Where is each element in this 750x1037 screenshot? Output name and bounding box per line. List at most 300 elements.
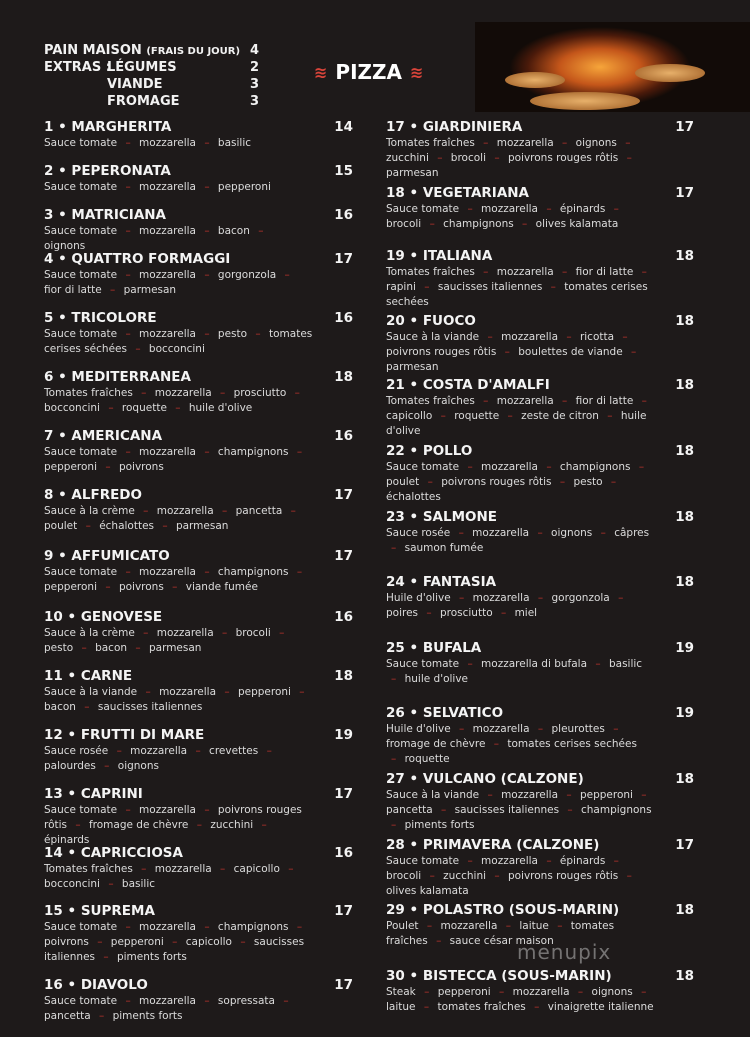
separator: –	[459, 723, 465, 735]
ingredient: piments forts	[116, 951, 187, 963]
ingredient: mozzarella	[130, 745, 188, 757]
flame-icon: ≋	[410, 62, 424, 82]
ingredient: bacon	[217, 225, 250, 237]
ingredient: poivrons rouges rôtis	[441, 476, 552, 488]
separator: –	[424, 986, 430, 998]
ingredient: Huile d'olive	[386, 723, 451, 735]
separator: –	[75, 819, 81, 831]
ingredient: oignons	[44, 240, 86, 252]
ingredient: Tomates fraîches	[386, 266, 475, 278]
menu-item-name: 25 • BUFALA	[386, 640, 482, 656]
separator: –	[441, 804, 447, 816]
separator: –	[595, 658, 601, 670]
ingredient: tomates cerises sechées	[507, 738, 637, 750]
separator: –	[459, 592, 465, 604]
menu-item-name: 22 • POLLO	[386, 443, 473, 459]
ingredient: huile d'olive	[188, 402, 253, 414]
separator: –	[566, 789, 572, 801]
menu-item-price: 18	[334, 369, 353, 385]
ingredient: mozzarella	[501, 331, 559, 343]
separator: –	[618, 592, 624, 604]
menu-item-ingredients	[386, 722, 694, 767]
ingredient: zucchini	[386, 152, 429, 164]
section-title	[314, 60, 423, 84]
separator: –	[172, 581, 178, 593]
menu-item-ingredients	[44, 803, 353, 848]
ingredient: Huile d'olive	[386, 592, 451, 604]
separator: –	[522, 218, 528, 230]
separator: –	[81, 642, 87, 654]
separator: –	[537, 527, 543, 539]
separator: –	[84, 701, 90, 713]
menu-item-price: 18	[675, 968, 694, 984]
separator: –	[204, 225, 210, 237]
ingredient: brocoli	[235, 627, 271, 639]
separator: –	[222, 627, 228, 639]
ingredient: bocconcini	[44, 878, 100, 890]
ingredient: saucisses italiennes	[97, 701, 203, 713]
ingredient: pesto	[44, 642, 74, 654]
ingredient: parmesan	[386, 361, 439, 373]
ingredient: saucisses italiennes	[44, 936, 305, 963]
separator: –	[613, 723, 619, 735]
menu-item-name: 15 • SUPREMA	[44, 903, 155, 919]
ingredient: mozzarella	[472, 723, 530, 735]
separator: –	[546, 461, 552, 473]
menu-item-price: 18	[675, 771, 694, 787]
menu-item-price: 18	[675, 313, 694, 329]
ingredient: pepperoni	[110, 936, 164, 948]
extra-label: LÉGUMES	[107, 60, 177, 75]
separator: –	[125, 181, 131, 193]
ingredient: poivrons rouges rôtis	[44, 804, 302, 831]
separator: –	[600, 527, 606, 539]
menu-item	[386, 248, 694, 310]
ingredient: mozzarella	[154, 387, 212, 399]
separator: –	[283, 995, 289, 1007]
ingredient: miel	[514, 607, 538, 619]
separator: –	[204, 137, 210, 149]
menu-item-header	[44, 609, 353, 626]
pizza-shape	[505, 72, 565, 88]
separator: –	[145, 686, 151, 698]
menu-item	[386, 705, 694, 767]
ingredient: fior di latte	[575, 395, 634, 407]
ingredient: zucchini	[443, 870, 487, 882]
separator: –	[559, 476, 566, 488]
menu-item-ingredients	[386, 202, 694, 232]
separator: –	[204, 446, 210, 458]
menu-item	[44, 977, 353, 1024]
ingredient: Sauce à la viande	[44, 686, 138, 698]
menu-item-name: 4 • QUATTRO FORMAGGI	[44, 251, 231, 267]
ingredient: capicollo	[386, 410, 433, 422]
menu-item-ingredients	[44, 268, 353, 298]
separator: –	[440, 410, 446, 422]
menu-item-header	[386, 185, 694, 202]
ingredient: poivrons	[118, 581, 164, 593]
menu-item-ingredients	[44, 504, 353, 534]
menu-item-price: 14	[334, 119, 353, 135]
menu-item-price: 17	[334, 251, 353, 267]
ingredient: mozzarella	[156, 505, 214, 517]
menu-item-ingredients	[44, 180, 353, 195]
separator: –	[562, 266, 568, 278]
menu-item-header	[44, 428, 353, 445]
separator: –	[143, 627, 149, 639]
menu-item-price: 15	[334, 163, 353, 179]
ingredient: parmesan	[148, 642, 202, 654]
menu-item-header	[44, 119, 353, 136]
ingredient: mozzarella	[139, 566, 196, 578]
ingredient: mozzarella	[440, 920, 498, 932]
menu-item-ingredients	[44, 744, 353, 774]
separator: –	[105, 461, 111, 473]
ingredient: mozzarella di bufala	[481, 658, 588, 670]
extra-row	[44, 76, 259, 93]
menu-item-price: 18	[675, 509, 694, 525]
menu-item-header	[386, 248, 694, 265]
menu-item	[44, 369, 353, 416]
menu-item-name: 10 • GENOVESE	[44, 609, 163, 625]
ingredient: brocoli	[386, 870, 422, 882]
separator: –	[204, 995, 210, 1007]
ingredient: mozzarella	[481, 461, 538, 473]
ingredient: Sauce rosée	[44, 745, 109, 757]
separator: –	[255, 328, 261, 340]
menu-item-price: 16	[334, 428, 353, 444]
ingredient: piments forts	[404, 819, 475, 831]
menu-item-ingredients	[386, 265, 694, 310]
ingredient: pancetta	[44, 1010, 91, 1022]
menu-item-ingredients	[44, 224, 353, 254]
ingredient: champignons	[443, 218, 514, 230]
separator: –	[577, 986, 584, 998]
ingredient: parmesan	[175, 520, 229, 532]
ingredient: piments forts	[112, 1010, 183, 1022]
menu-item-name: 21 • COSTA D'AMALFI	[386, 377, 550, 393]
extra-price: 3	[249, 77, 259, 92]
menu-item-price: 17	[675, 185, 694, 201]
separator: –	[613, 203, 619, 215]
ingredient: mozzarella	[496, 137, 554, 149]
menu-item-header	[44, 207, 353, 224]
separator: –	[290, 505, 296, 517]
menu-item-name: 29 • POLASTRO (SOUS-MARIN)	[386, 902, 620, 918]
ingredient: épinards	[559, 203, 606, 215]
ingredient: saumon fumée	[404, 542, 484, 554]
menu-item	[386, 377, 694, 439]
menu-item-ingredients	[44, 626, 353, 656]
menu-item-ingredients	[386, 136, 694, 181]
menu-item-header	[386, 771, 694, 788]
separator: –	[437, 152, 443, 164]
separator: –	[467, 658, 473, 670]
ingredient: roquette	[404, 753, 450, 765]
ingredient: poivrons	[44, 936, 89, 948]
separator: –	[108, 402, 114, 414]
extra-label: FROMAGE	[107, 94, 180, 109]
separator: –	[143, 505, 149, 517]
ingredient: gorgonzola	[217, 269, 277, 281]
separator: –	[487, 331, 493, 343]
separator: –	[499, 986, 505, 998]
ingredient: poivrons rouges rôtis	[507, 152, 619, 164]
ingredient: bocconcini	[44, 402, 100, 414]
ingredient: mozzarella	[496, 395, 554, 407]
separator: –	[141, 863, 147, 875]
menu-item-price: 18	[675, 377, 694, 393]
separator: –	[135, 642, 141, 654]
ingredient: poires	[386, 607, 419, 619]
separator: –	[125, 137, 131, 149]
extras-label: EXTRAS :	[44, 60, 111, 75]
separator: –	[534, 1001, 540, 1013]
menu-item-header	[44, 487, 353, 504]
menu-item-name: 9 • AFFUMICATO	[44, 548, 170, 564]
ingredient: bocconcini	[148, 343, 205, 355]
menu-item-name: 14 • CAPRICCIOSA	[44, 845, 183, 861]
separator: –	[222, 505, 228, 517]
menu-item-price: 17	[675, 119, 694, 135]
ingredient: Sauce tomate	[44, 566, 118, 578]
separator: –	[505, 920, 511, 932]
menu-item-price: 17	[334, 786, 353, 802]
menu-item-ingredients	[44, 386, 353, 416]
ingredient: fromage de chèvre	[88, 819, 189, 831]
separator: –	[613, 855, 619, 867]
separator: –	[391, 673, 397, 685]
ingredient: Sauce à la viande	[386, 331, 480, 343]
ingredient: fior di latte	[575, 266, 634, 278]
separator: –	[494, 152, 500, 164]
menu-item-price: 16	[334, 845, 353, 861]
ingredient: bacon	[44, 701, 76, 713]
ingredient: pepperoni	[217, 181, 271, 193]
ingredient: Sauce tomate	[386, 203, 460, 215]
separator: –	[220, 863, 226, 875]
ingredient: mozzarella	[472, 592, 530, 604]
menu-item-ingredients	[44, 565, 353, 595]
menu-item-ingredients	[386, 854, 694, 899]
separator: –	[240, 936, 246, 948]
separator: –	[125, 566, 131, 578]
ingredient: oignons	[551, 527, 593, 539]
menu-item-name: 3 • MATRICIANA	[44, 207, 167, 223]
separator: –	[175, 402, 181, 414]
ingredient: sopressata	[217, 995, 275, 1007]
ingredient: oignons	[575, 137, 617, 149]
ingredient: pleurottes	[551, 723, 605, 735]
separator: –	[626, 152, 632, 164]
ingredient: rapini	[386, 281, 416, 293]
ingredient: câpres	[614, 527, 650, 539]
separator: –	[426, 607, 432, 619]
extra-price: 3	[249, 94, 259, 109]
separator: –	[626, 870, 632, 882]
menu-item-name: 5 • TRICOLORE	[44, 310, 157, 326]
separator: –	[493, 738, 500, 750]
menu-item-header	[386, 443, 694, 460]
ingredient: roquette	[121, 402, 167, 414]
ingredient: mozzarella	[512, 986, 570, 998]
separator: –	[294, 387, 300, 399]
separator: –	[85, 520, 91, 532]
separator: –	[641, 986, 647, 998]
ingredient: mozzarella	[481, 203, 538, 215]
separator: –	[467, 461, 473, 473]
ingredient: Poulet	[386, 920, 419, 932]
menu-item	[44, 903, 353, 965]
ingredient: pesto	[573, 476, 603, 488]
menu-item-header	[44, 668, 353, 685]
ingredient: mozzarella	[139, 804, 196, 816]
menu-item-header	[386, 574, 694, 591]
menu-item-price: 17	[334, 903, 353, 919]
ingredient: Sauce tomate	[44, 328, 118, 340]
menu-item-ingredients	[386, 985, 694, 1015]
separator: –	[562, 395, 568, 407]
separator: –	[266, 745, 272, 757]
ingredient: Sauce tomate	[44, 269, 118, 281]
separator: –	[108, 878, 114, 890]
menu-item	[44, 548, 353, 595]
ingredient: pancetta	[386, 804, 433, 816]
ingredient: vinaigrette italienne	[547, 1001, 654, 1013]
separator: –	[507, 410, 513, 422]
menu-item	[386, 185, 694, 232]
separator: –	[483, 266, 489, 278]
ingredient: palourdes	[44, 760, 96, 772]
ingredient: ricotta	[579, 331, 615, 343]
ingredient: basilic	[121, 878, 156, 890]
ingredient: Steak	[386, 986, 416, 998]
ingredient: Sauce tomate	[44, 181, 118, 193]
ingredient: Sauce tomate	[44, 137, 118, 149]
ingredient: pepperoni	[44, 581, 97, 593]
separator: –	[562, 137, 568, 149]
menu-item-price: 17	[334, 548, 353, 564]
menu-item-ingredients	[44, 685, 353, 715]
ingredient: fior di latte	[44, 284, 102, 296]
ingredient: poulet	[386, 476, 420, 488]
ingredient: mozzarella	[481, 855, 538, 867]
separator: –	[135, 343, 141, 355]
menu-item-name: 17 • GIARDINIERA	[386, 119, 523, 135]
menu-item-name: 28 • PRIMAVERA (CALZONE)	[386, 837, 600, 853]
menu-item-price: 18	[675, 248, 694, 264]
ingredient: mozzarella	[156, 627, 214, 639]
ingredient: pepperoni	[437, 986, 491, 998]
menu-item-name: 13 • CAPRINI	[44, 786, 143, 802]
menu-item-price: 19	[675, 705, 694, 721]
ingredient: saucisses italiennes	[437, 281, 543, 293]
ingredient: mozzarella	[501, 789, 559, 801]
watermark: menupix	[517, 940, 612, 964]
separator: –	[204, 269, 210, 281]
ingredient: poulet	[44, 520, 78, 532]
menu-item	[44, 163, 353, 195]
separator: –	[195, 745, 201, 757]
ingredient: tomates fraîches	[437, 1001, 526, 1013]
menu-item-name: 30 • BISTECCA (SOUS-MARIN)	[386, 968, 612, 984]
ingredient: mozzarella	[139, 921, 196, 933]
menu-item-ingredients	[386, 657, 694, 687]
ingredient: épinards	[559, 855, 606, 867]
menu-item-price: 18	[334, 668, 353, 684]
menu-item-name: 23 • SALMONE	[386, 509, 498, 525]
separator: –	[296, 566, 303, 578]
menu-item	[44, 119, 353, 151]
ingredient: Sauce tomate	[44, 995, 118, 1007]
menu-item-header	[44, 251, 353, 268]
menu-item-header	[386, 705, 694, 722]
separator: –	[566, 331, 572, 343]
separator: –	[261, 819, 267, 831]
menu-item-ingredients	[44, 862, 353, 892]
separator: –	[546, 203, 552, 215]
ingredient: prosciutto	[439, 607, 493, 619]
ingredient: Sauce tomate	[386, 658, 460, 670]
ingredient: pepperoni	[579, 789, 633, 801]
ingredient: brocoli	[386, 218, 422, 230]
separator: –	[607, 410, 613, 422]
menu-item-header	[44, 786, 353, 803]
separator: –	[467, 203, 473, 215]
ingredient: champignons	[217, 446, 289, 458]
ingredient: pancetta	[235, 505, 283, 517]
ingredient: tomates cerises sechées	[386, 281, 648, 308]
menu-item-header	[386, 509, 694, 526]
separator: –	[204, 921, 210, 933]
menu-item-ingredients	[386, 330, 694, 375]
ingredient: pepperoni	[44, 461, 97, 473]
menu-item-name: 24 • FANTASIA	[386, 574, 497, 590]
ingredient: gorgonzola	[551, 592, 610, 604]
menu-item-price: 16	[334, 609, 353, 625]
separator: –	[116, 745, 122, 757]
separator: –	[391, 542, 397, 554]
ingredient: mozzarella	[139, 225, 196, 237]
menu-item	[386, 837, 694, 899]
ingredient: brocoli	[450, 152, 487, 164]
menu-item-price: 18	[675, 902, 694, 918]
ingredient: laitue	[386, 1001, 416, 1013]
separator: –	[288, 863, 294, 875]
extra-row	[44, 59, 259, 76]
bread-note: (FRAIS DU JOUR)	[146, 46, 241, 57]
separator: –	[296, 921, 303, 933]
menu-item	[44, 428, 353, 475]
ingredient: zeste de citron	[521, 410, 599, 422]
ingredient: parmesan	[386, 167, 439, 179]
extra-label: VIANDE	[107, 77, 163, 92]
menu-item-price: 19	[675, 640, 694, 656]
ingredient: oignons	[117, 760, 159, 772]
ingredient: basilic	[217, 137, 252, 149]
separator: –	[204, 328, 210, 340]
ingredient: huile d'olive	[386, 410, 647, 437]
ingredient: champignons	[217, 566, 289, 578]
menu-item	[44, 251, 353, 298]
menu-item-name: 20 • FUOCO	[386, 313, 476, 329]
ingredient: bacon	[95, 642, 128, 654]
pizza-shape	[635, 64, 705, 82]
separator: –	[429, 218, 435, 230]
ingredient: poivrons rouges rôtis	[386, 346, 497, 358]
ingredient: Sauce tomate	[44, 446, 118, 458]
menu-item-header	[386, 313, 694, 330]
